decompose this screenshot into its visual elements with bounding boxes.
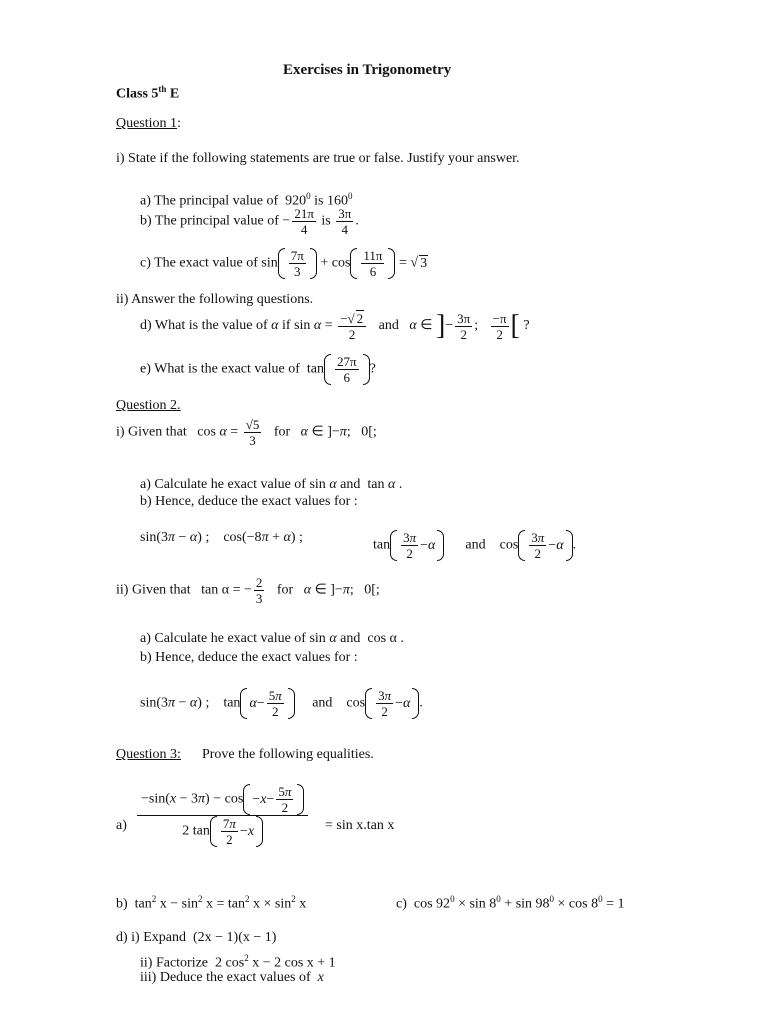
q1-item-d: d) What is the value of α if sin α = $\frac{-√ 2}{2}$ and α ∈ ]− $\frac{3\pi}{2}$ ; $\frac{-\pi}{2}$ [ ? <box>140 310 530 342</box>
q2-expressions-1: sin(3π − α) ; cos(−8π + α) ; <box>140 530 303 545</box>
q2-heading: Question 2. <box>116 398 181 413</box>
q3-heading: Question 3: Prove the following equalities. <box>116 747 374 762</box>
q2-item-a: a) Calculate he exact value of sin α and tan α . <box>140 477 403 492</box>
q1-ii-text: ii) Answer the following questions. <box>116 292 314 307</box>
q3-a-label: a) <box>116 818 127 833</box>
q3-a-rhs: = sin x.tan x <box>325 818 395 833</box>
q1-item-a: a) The principal value of $920^0$ is $160^0$ <box>140 191 353 209</box>
q3-item-c: c) $\cos 92^0 \times \sin 8^0 + \sin 98^0 \times \cos 8^0 = 1$ <box>396 894 625 912</box>
q2-ii-item-b: b) Hence, deduce the exact values for : <box>140 650 358 665</box>
q3-a-equation: −sin(x − 3π) − cos − x − $\frac{5\pi}{2}$ 2 tan $\frac{7\pi}{2}$ − x <box>137 784 308 847</box>
q3-item-b: b) $\tan^2 x - \sin^2 x = \tan^2 x \times \sin^2 x$ <box>116 894 307 912</box>
q2-expressions-2: tan $\frac{3\pi}{2}$ − α and cos $\frac{3\pi}{2}$ − α . <box>373 530 577 561</box>
class-label: Class 5th E <box>116 84 180 102</box>
q3-item-d-ii: ii) Factorize 2 $\cos^2 x - 2$ cos x + 1 <box>140 953 336 971</box>
q2-item-b: b) Hence, deduce the exact values for : <box>140 494 358 509</box>
q3-item-d-i: d) i) Expand (2x − 1)(x − 1) <box>116 930 277 945</box>
q2-ii: ii) Given that tan α = − $\frac{2}{3}$ for α ∈ ]−π; 0[; <box>116 575 380 606</box>
q1-item-b: b) The principal value of − $\frac{21\pi}{4}$ is $\frac{3\pi}{4}$ . <box>140 206 359 237</box>
q1-item-e: e) What is the exact value of tan $\frac{27\pi}{6}$ ? <box>140 354 376 385</box>
page-title: Exercises in Trigonometry <box>283 62 452 78</box>
q2-i: i) Given that cos α = $\frac{√5}{3}$ for α ∈ ]−π; 0[; <box>116 417 377 448</box>
q3-item-d-iii: iii) Deduce the exact values of x <box>140 970 324 985</box>
q2-ii-item-a: a) Calculate he exact value of sin α and cos α . <box>140 631 404 646</box>
q2-ii-expressions: sin(3π − α) ; tan α − $\frac{5\pi}{2}$ and cos $\frac{3\pi}{2}$ − α . <box>140 688 423 719</box>
q1-item-c: c) The exact value of sin $\frac{7\pi}{3}$ + cos $\frac{11\pi}{6}$ = √ 3 <box>140 248 428 279</box>
q1-i-text: i) State if the following statements are true or false. Justify your answer. <box>116 151 520 166</box>
q1-heading: Question 1: <box>116 116 181 131</box>
